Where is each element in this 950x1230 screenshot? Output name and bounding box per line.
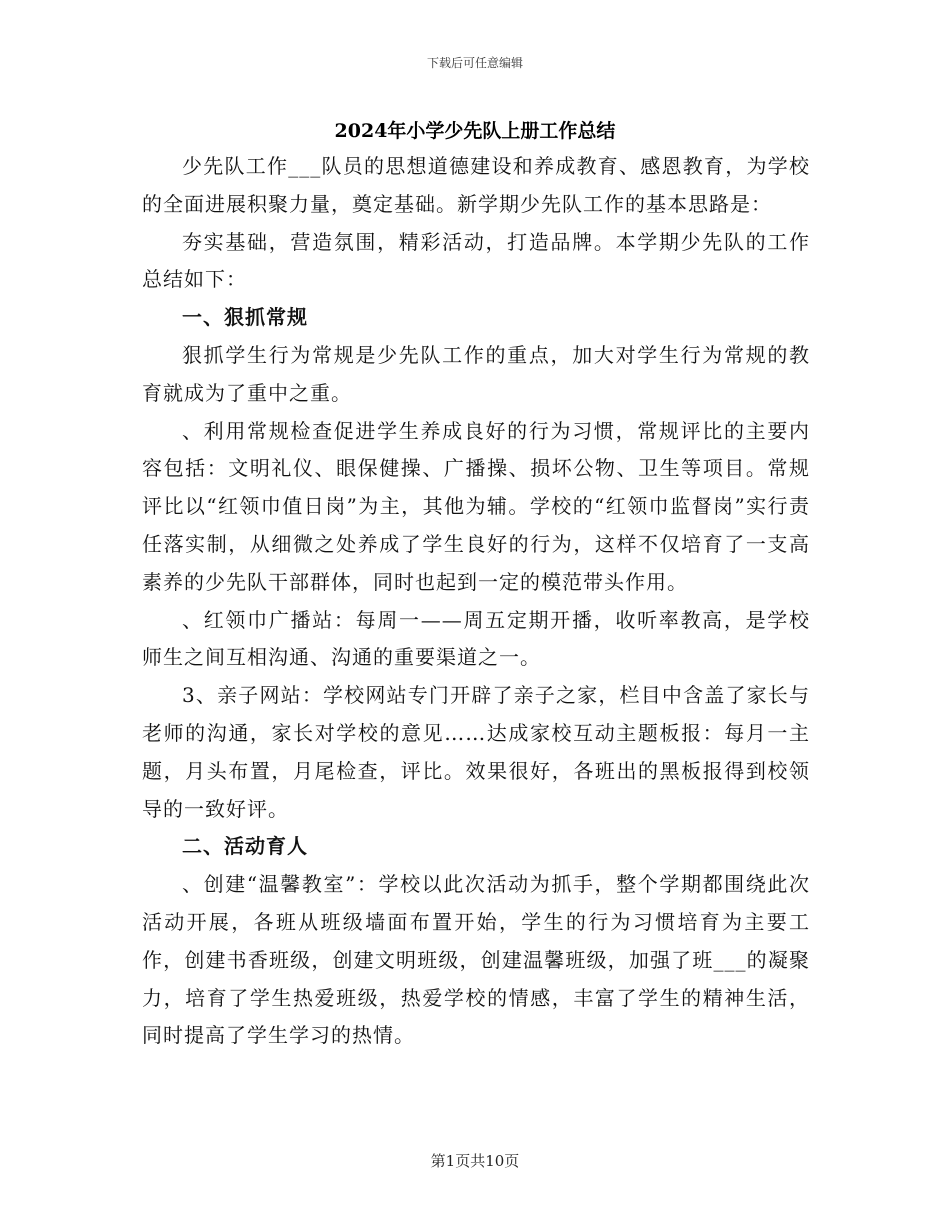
- page-title: 2024年小学少先队上册工作总结: [334, 120, 616, 142]
- paragraph-warm-classroom: 、创建“温馨教室”：学校以此次活动为抓手，整个学期都围绕此次活动开展，各班从班级墙面布置开始，学生的行为习惯培育为主要工作，创建书香班级，创建文明班级，创建温馨班级，加强了班___的凝聚力，培育了学生热爱班级，热爱学校的情感，丰富了学生的精神生活，同时提高了学生学习的热情。: [142, 872, 810, 1048]
- paragraph-routine-inspection: 、利用常规检查促进学生养成良好的行为习惯，常规评比的主要内容包括：文明礼仪、眼保健操、广播操、损坏公物、卫生等项目。常规评比以“红领巾值日岗”为主，其他为辅。学校的“红领巾监督岗”实行责任落实制，从细微之处养成了学生良好的行为，这样不仅培育了一支高素养的少先队干部群体，同时也起到一定的模范带头作用。: [142, 418, 810, 594]
- section-heading-routine: 一、狠抓常规: [182, 305, 308, 330]
- paragraph-intro: 少先队工作___队员的思想道德建设和养成教育、感恩教育，为学校的全面进展积聚力量，奠定基础。新学期少先队工作的基本思路是：: [142, 154, 810, 216]
- paragraph-broadcast-station: 、红领巾广播站：每周一——周五定期开播，收听率教高，是学校师生之间互相沟通、沟通的重要渠道之一。: [142, 607, 810, 670]
- page-footer: 第1页共10页: [430, 1152, 520, 1170]
- paragraph-routine-focus: 狠抓学生行为常规是少先队工作的重点，加大对学生行为常规的教育就成为了重中之重。: [142, 342, 810, 405]
- paragraph-basic-approach: 夯实基础，营造氛围，精彩活动，打造品牌。本学期少先队的工作总结如下：: [142, 229, 810, 292]
- paragraph-parent-website: 3、亲子网站：学校网站专门开辟了亲子之家，栏目中含盖了家长与老师的沟通，家长对学校的意见……达成家校互动主题板报：每月一主题，月头布置，月尾检查，评比。效果很好，各班出的黑板报得到校领导的一致好评。: [142, 683, 810, 821]
- header-note: 下载后可任意编辑: [426, 56, 523, 70]
- document-body: [142, 148, 810, 1055]
- section-heading-activities: 二、活动育人: [182, 834, 308, 859]
